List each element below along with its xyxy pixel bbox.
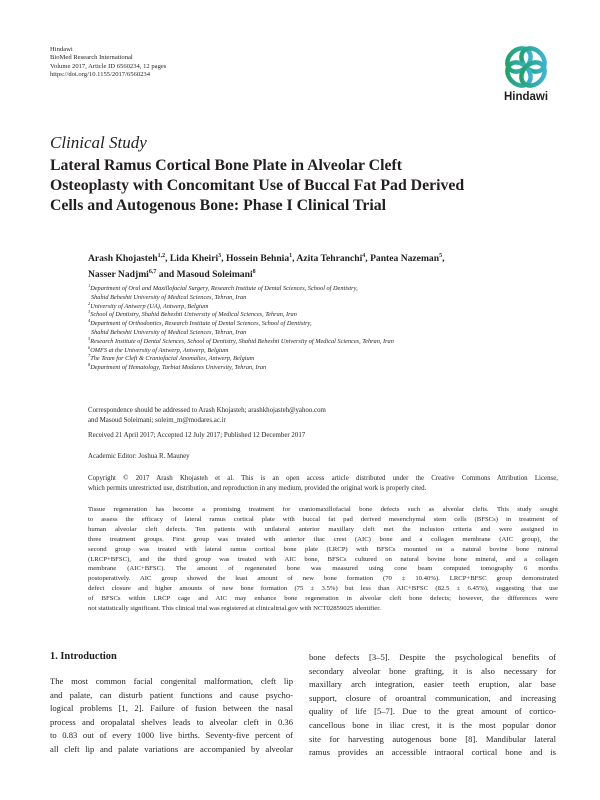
- author[interactable]: Lida Kheiri$^3$,: [169, 252, 224, 264]
- body-line: bone defects [3–5]. Despite the psychological benefits of: [309, 652, 556, 662]
- volume-info: Volume 2017, Article ID 6560234, 12 pages: [50, 62, 167, 70]
- affiliation: $^7$The Team for Cleft & Craniofacial Anomalies, Antwerp, Belgium: [88, 353, 255, 363]
- body-line: to 0.83 out of every 1000 live births. Seventy-five percent of: [50, 730, 293, 741]
- article-type: Clinical Study: [50, 133, 147, 152]
- title-line: Osteoplasty with Concomitant Use of Buccal Fat Pad Derived: [50, 177, 465, 194]
- abstract-line: of BFSCs within LRCP cage and AIC may enhance bone regeneration in alveolar cleft bone defects; however, the differences were: [88, 595, 558, 603]
- affiliation: $^8$Department of Hematology, Tarbiat Modares University, Tehran, Iran: [88, 362, 267, 372]
- affiliation: $^1$Department of Oral and Maxillofacial Surgery, Research Institute of Dental Sciences, School of Dentistry,: [88, 282, 358, 292]
- author-line: [88, 251, 558, 267]
- body-line: The most common facial congenital malformation, cleft lip: [50, 676, 293, 686]
- abstract-line: second group was treated with lateral ramus cortical bone plate (LRCP) with BFSCs mounted on a natural bovine bone mineral: [88, 545, 558, 553]
- correspondence-line[interactable]: Correspondence should be addressed to Arash Khojasteh; arashkhojasteh@yahoo.com: [88, 407, 326, 414]
- correspondence: [88, 406, 558, 425]
- publisher-name: Hindawi: [50, 46, 73, 53]
- author[interactable]: Arash Khojasteh$^{1,2}$,: [88, 252, 168, 264]
- journal-name: BioMed Research International: [50, 54, 133, 62]
- title-line: Lateral Ramus Cortical Bone Plate in Alveolar Cleft: [50, 157, 403, 174]
- affiliation: $^5$Research Institute of Dental Sciences, School of Dentistry, Shahid Beheshti University of Medical Sciences, Tehran, Iran: [88, 335, 394, 345]
- abstract-line: (LRCP+BFSC), and the third group was treated with AIC bone, BFSCs cultured on natural bovine bone mineral, and a collagen: [88, 555, 558, 563]
- journal-header: [50, 46, 166, 80]
- body-line: logical problems [1, 2]. Failure of fusion between the nasal: [50, 703, 293, 714]
- abstract-line: not statistically significant. This clinical trial was registered at clinicaltrial.gov with NCT02859025 identifier.: [88, 605, 381, 613]
- authors-conjunction: and: [158, 269, 175, 280]
- affiliation: $^6$OMFS at the University of Antwerp, Antwerp, Belgium: [88, 344, 229, 354]
- author[interactable]: Nasser Nadjmi$^{6,7}$: [88, 268, 157, 280]
- affiliation-continued: Shahid Beheshti University of Medical Sciences, Tehran, Iran: [91, 293, 247, 301]
- author[interactable]: Masoud Soleimani$^8$: [176, 268, 256, 280]
- article-title: [50, 156, 550, 216]
- body-line: and palate, can disturb patient functions and cause psycho-: [50, 689, 293, 700]
- author-line: [88, 267, 558, 283]
- author[interactable]: Azita Tehranchi$^4$,: [296, 252, 368, 264]
- body-column-right: [309, 651, 556, 760]
- abstract-line: membrane (AIC+BFSC). The amount of regenerated bone was measured using cone beam computed tomography 6 months: [88, 565, 558, 573]
- author[interactable]: Hossein Behnia$^1$,: [225, 252, 295, 264]
- abstract-line: three treatment groups. First group was treated with anterior iliac crest (AIC) bone and a collagen membrane (AIC group), the: [88, 535, 558, 543]
- abstract: [88, 505, 558, 614]
- body-line: process and oropalatal shelves leads to alveolar cleft in 0.36: [50, 716, 293, 727]
- copyright-notice: [88, 474, 558, 494]
- author[interactable]: Pantea Nazeman$^5$,: [370, 252, 445, 264]
- body-line: cancellous bone in iliac crest, it is the most popular donor: [309, 719, 556, 730]
- hindawi-logo-icon: [496, 40, 556, 90]
- copyright-line: which permits unrestricted use, distribution, and reproduction in any medium, provided the original work is properly cited.: [88, 485, 427, 492]
- correspondence-line[interactable]: and Masoud Soleimani; soleim_m@modares.ac.ir: [88, 416, 226, 424]
- introduction-paragraph-continued: [309, 651, 556, 760]
- introduction-paragraph: [50, 675, 293, 757]
- body-line: support, closure of oroantral communication, and increasing: [309, 692, 556, 703]
- copyright-line: Copyright © 2017 Arash Khojasteh et al. This is an open access article distributed under the Creative Commons Attribution License,: [88, 475, 558, 482]
- abstract-line: human alveolar cleft defects. Ten patients with unilateral anterior maxillary cleft met the inclusion criteria and were assigned to: [88, 525, 558, 533]
- publication-dates: Received 21 April 2017; Accepted 12 July 2017; Published 12 December 2017: [88, 432, 306, 439]
- affiliation-list: [88, 282, 558, 373]
- body-line: maxillary arch integration, easier teeth eruption, alar base: [309, 679, 556, 690]
- academic-editor: Academic Editor: Joshua R. Mauney: [88, 453, 190, 460]
- affiliation: $^4$Department of Orthodontics, Research Institute of Dental Sciences, School of Dentistry,: [88, 318, 312, 328]
- body-line: all cleft lip and palate variations are accompanied by alveolar: [50, 743, 293, 754]
- doi-link[interactable]: https://doi.org/10.1155/2017/6560234: [50, 71, 151, 79]
- affiliation-continued: Shahid Beheshti University of Medical Sciences, Tehran, Iran: [91, 328, 247, 336]
- abstract-line: defect closure and higher amounts of new bone formation (75 ± 3.5%) but less than AIC+BFSC (82.5 ± 6.45%), suggesting that use: [88, 585, 558, 593]
- hindawi-logo: [496, 40, 556, 108]
- abstract-line: postoperatively. AIC group showed the least amount of new bone formation (70 ± 10.40%). LRCP+BFSC group demonstrated: [88, 575, 558, 583]
- abstract-line: Tissue regeneration has become a promising treatment for craniomaxillofacial bone defects such as alveolar clefts. This study sought: [88, 506, 558, 513]
- body-line: secondary alveolar bone grafting, it is also necessary for: [309, 665, 556, 676]
- abstract-line: to assess the efficacy of lateral ramus cortical plate with buccal fat pad derived mesenchymal stem cells (BFSCs) in treatment of: [88, 515, 558, 523]
- author-list: [88, 251, 558, 283]
- body-line: site for harvesting autogenous bone [8]. Mandibular lateral: [309, 733, 556, 744]
- body-line: quality of life [5–7]. Due to the great amount of cortico-: [309, 706, 556, 717]
- body-line: ramus provides an accessible intraoral cortical bone and is: [309, 747, 556, 758]
- affiliation: $^2$University of Antwerp (UA), Antwerp, Belgium: [88, 300, 209, 310]
- title-line: Cells and Autogenous Bone: Phase I Clinical Trial: [50, 197, 387, 214]
- hindawi-logo-word: Hindawi: [503, 91, 549, 103]
- section-heading-introduction: 1. Introduction: [50, 651, 117, 662]
- affiliation: $^3$School of Dentistry, Shahid Beheshti University of Medical Sciences, Tehran, Iran: [88, 309, 297, 319]
- body-column-left: [50, 651, 293, 757]
